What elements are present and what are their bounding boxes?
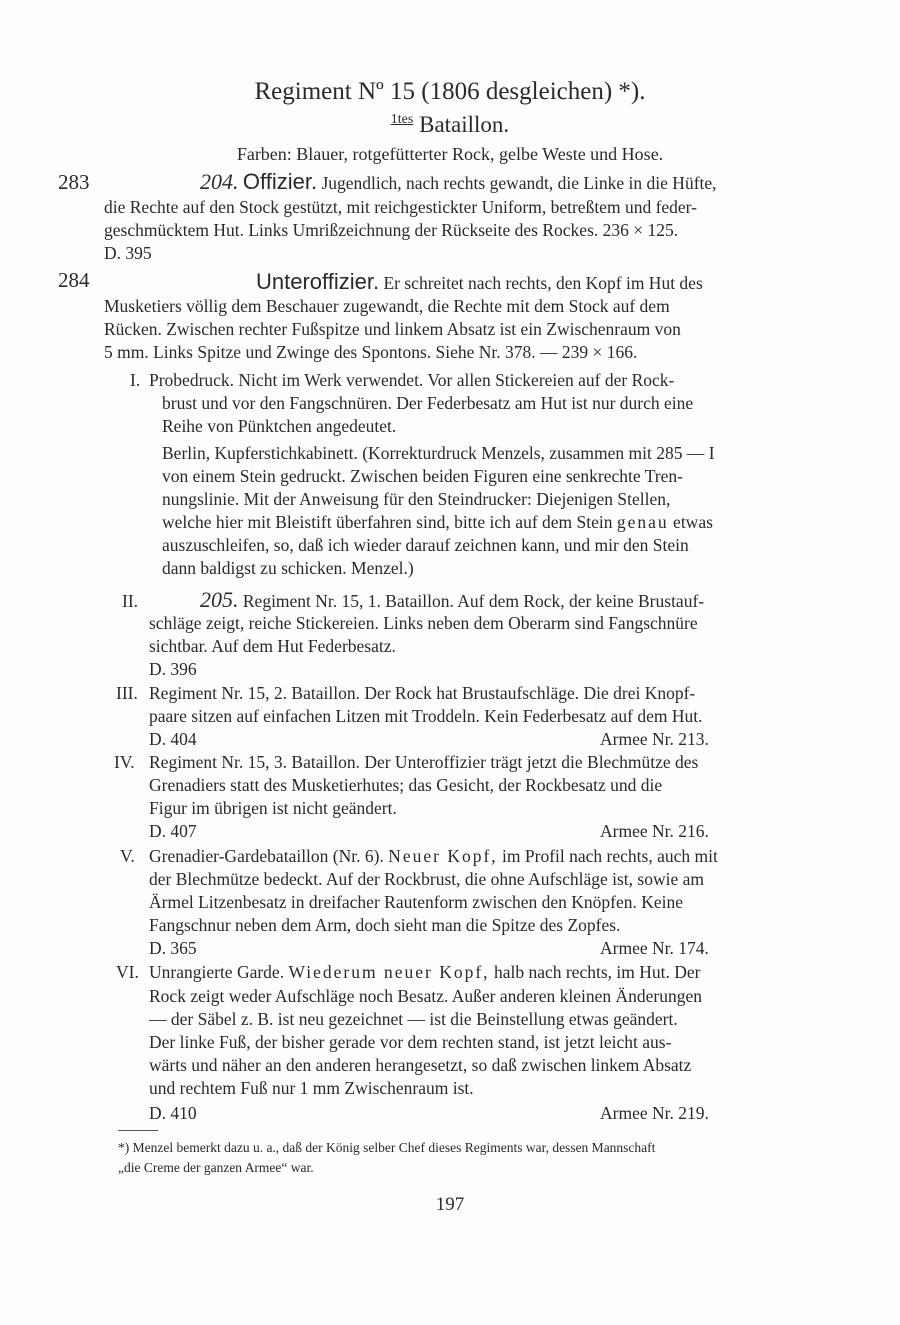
- text-line: [149, 845, 718, 868]
- spaced-word: genau: [616, 512, 669, 532]
- text-line: sichtbar. Auf dem Hut Federbesatz.: [149, 636, 396, 656]
- text-line: — der Säbel z. B. ist neu gezeichnet — ist die Beinstellung etwas geändert.: [149, 1009, 678, 1029]
- armee-number: Armee Nr. 219.: [600, 1103, 709, 1123]
- text-line: Er schreitet nach rechts, den Kopf im Hut des: [383, 273, 703, 293]
- spaced-phrase: Wiederum neuer Kopf,: [288, 962, 490, 982]
- armee-number: Armee Nr. 216.: [600, 821, 709, 841]
- state-label: VI.: [116, 962, 139, 982]
- text-line: Rock zeigt weder Aufschläge noch Besatz. Außer anderen kleinen Änderungen: [149, 986, 702, 1006]
- text-line: schläge zeigt, reiche Stickereien. Links neben dem Oberarm sind Fangschnüre: [149, 613, 698, 633]
- text-line: geschmücktem Hut. Links Umrißzeichnung der Rückseite des Rockes. 236 × 125.: [104, 220, 679, 240]
- entry-284-first-line: [256, 270, 703, 295]
- page-title: [0, 78, 900, 106]
- battalion-heading: [0, 112, 900, 138]
- text-line: Musketiers völlig dem Beschauer zugewandt, die Rechte mit dem Stock auf dem: [104, 296, 670, 316]
- text-line: [162, 511, 713, 534]
- d-number: D. 410: [149, 1103, 197, 1123]
- text-line: Reihe von Pünktchen angedeutet.: [162, 416, 397, 436]
- armee-number: Armee Nr. 213.: [600, 729, 709, 749]
- figure-number: 205.: [200, 587, 239, 612]
- text-line: nungslinie. Mit der Anweisung für den Steindrucker: Diejenigen Stellen,: [162, 489, 671, 509]
- title-text: Regiment Nº 15 (1806 desgleichen): [254, 78, 613, 105]
- d-number: D. 365: [149, 938, 197, 958]
- text-line: Regiment Nr. 15, 1. Bataillon. Auf dem Rock, der keine Brustauf-: [242, 591, 705, 611]
- battalion-ordinal: 1tes: [390, 112, 414, 127]
- battalion-text: Bataillon.: [419, 112, 510, 137]
- text-span: Unrangierte Garde.: [149, 962, 285, 982]
- text-line: wärts und näher an den anderen herangesetzt, so daß zwischen linkem Absatz: [149, 1055, 692, 1075]
- text-line: auszuschleifen, so, daß ich wieder darauf zeichnen kann, und mir den Stein: [162, 535, 689, 555]
- entry-number: 283: [58, 170, 90, 194]
- text-line: und rechtem Fuß nur 1 mm Zwischenraum ist.: [149, 1078, 474, 1098]
- state-label: II.: [122, 591, 139, 611]
- text-line: Jugendlich, nach rechts gewandt, die Linke in die Hüfte,: [321, 173, 717, 193]
- footnote-rule: [118, 1130, 158, 1131]
- text-line: von einem Stein gedruckt. Zwischen beiden Figuren eine senkrechte Tren-: [162, 466, 683, 486]
- entry-title: Unteroffizier.: [256, 269, 380, 294]
- state-ii-first-line: [200, 588, 704, 613]
- text-line: die Rechte auf den Stock gestützt, mit reichgestickter Uniform, betreßtem und feder-: [104, 197, 697, 217]
- text-line: paare sitzen auf einfachen Litzen mit Troddeln. Kein Federbesatz auf dem Hut.: [149, 706, 703, 726]
- state-label: IV.: [114, 752, 135, 772]
- spaced-phrase: Neuer Kopf,: [388, 846, 498, 866]
- text-span: halb nach rechts, im Hut. Der: [493, 962, 701, 982]
- text-span: im Profil nach rechts, auch mit: [502, 846, 718, 866]
- text-line: D. 396: [149, 659, 197, 679]
- armee-number: Armee Nr. 174.: [600, 938, 709, 958]
- text-line: Rücken. Zwischen rechter Fußspitze und linkem Absatz ist ein Zwischenraum von: [104, 319, 681, 339]
- text-line: Regiment Nr. 15, 3. Bataillon. Der Unteroffizier trägt jetzt die Blechmütze des: [149, 752, 699, 772]
- text-line: 5 mm. Links Spitze und Zwinge des Spontons. Siehe Nr. 378. — 239 × 166.: [104, 342, 638, 362]
- figure-number: 204.: [200, 169, 239, 194]
- state-label: III.: [116, 683, 138, 703]
- text-line: Ärmel Litzenbesatz in dreifacher Rautenform zwischen den Knöpfen. Keine: [149, 892, 684, 912]
- state-label: V.: [120, 846, 135, 866]
- text-span: welche hier mit Bleistift überfahren sind, bitte ich auf dem Stein: [162, 512, 613, 532]
- text-line: Probedruck. Nicht im Werk verwendet. Vor allen Stickereien auf der Rock-: [149, 370, 675, 390]
- text-span: etwas: [673, 512, 713, 532]
- text-line: [149, 961, 700, 984]
- d-number: D. 407: [149, 821, 197, 841]
- text-line: der Blechmütze bedeckt. Auf der Rockbrust, die ohne Aufschläge ist, sowie am: [149, 869, 704, 889]
- footnote-line: *) Menzel bemerkt dazu u. a., daß der König selber Chef dieses Regiments war, dessen Mannschaft: [118, 1140, 656, 1155]
- title-footnote-marker: *).: [618, 78, 646, 105]
- text-span: Grenadier-Gardebataillon (Nr. 6).: [149, 846, 384, 866]
- entry-283-first-line: [200, 170, 717, 195]
- entry-title: Offizier.: [242, 169, 318, 194]
- text-line: Der linke Fuß, der bisher gerade vor dem rechten stand, ist jetzt leicht aus-: [149, 1032, 672, 1052]
- colors-line: Farben: Blauer, rotgefütterter Rock, gelbe Weste und Hose.: [236, 144, 664, 164]
- entry-number: 284: [58, 268, 90, 292]
- footnote-line: „die Creme der ganzen Armee“ war.: [118, 1160, 314, 1175]
- page-number: 197: [435, 1194, 465, 1215]
- text-line: dann baldigst zu schicken. Menzel.): [162, 558, 414, 578]
- text-line: Regiment Nr. 15, 2. Bataillon. Der Rock hat Brustaufschläge. Die drei Knopf-: [149, 683, 696, 703]
- text-line: Figur im übrigen ist nicht geändert.: [149, 798, 397, 818]
- state-label: I.: [130, 370, 141, 390]
- text-line: Fangschnur neben dem Arm, doch sieht man die Spitze des Zopfes.: [149, 915, 621, 935]
- text-line: Grenadiers statt des Musketierhutes; das Gesicht, der Rockbesatz und die: [149, 775, 663, 795]
- text-line: D. 395: [104, 243, 152, 263]
- text-line: Berlin, Kupferstichkabinett. (Korrekturdruck Menzels, zusammen mit 285 — I: [162, 443, 715, 463]
- text-line: brust und vor den Fangschnüren. Der Federbesatz am Hut ist nur durch eine: [162, 393, 694, 413]
- d-number: D. 404: [149, 729, 197, 749]
